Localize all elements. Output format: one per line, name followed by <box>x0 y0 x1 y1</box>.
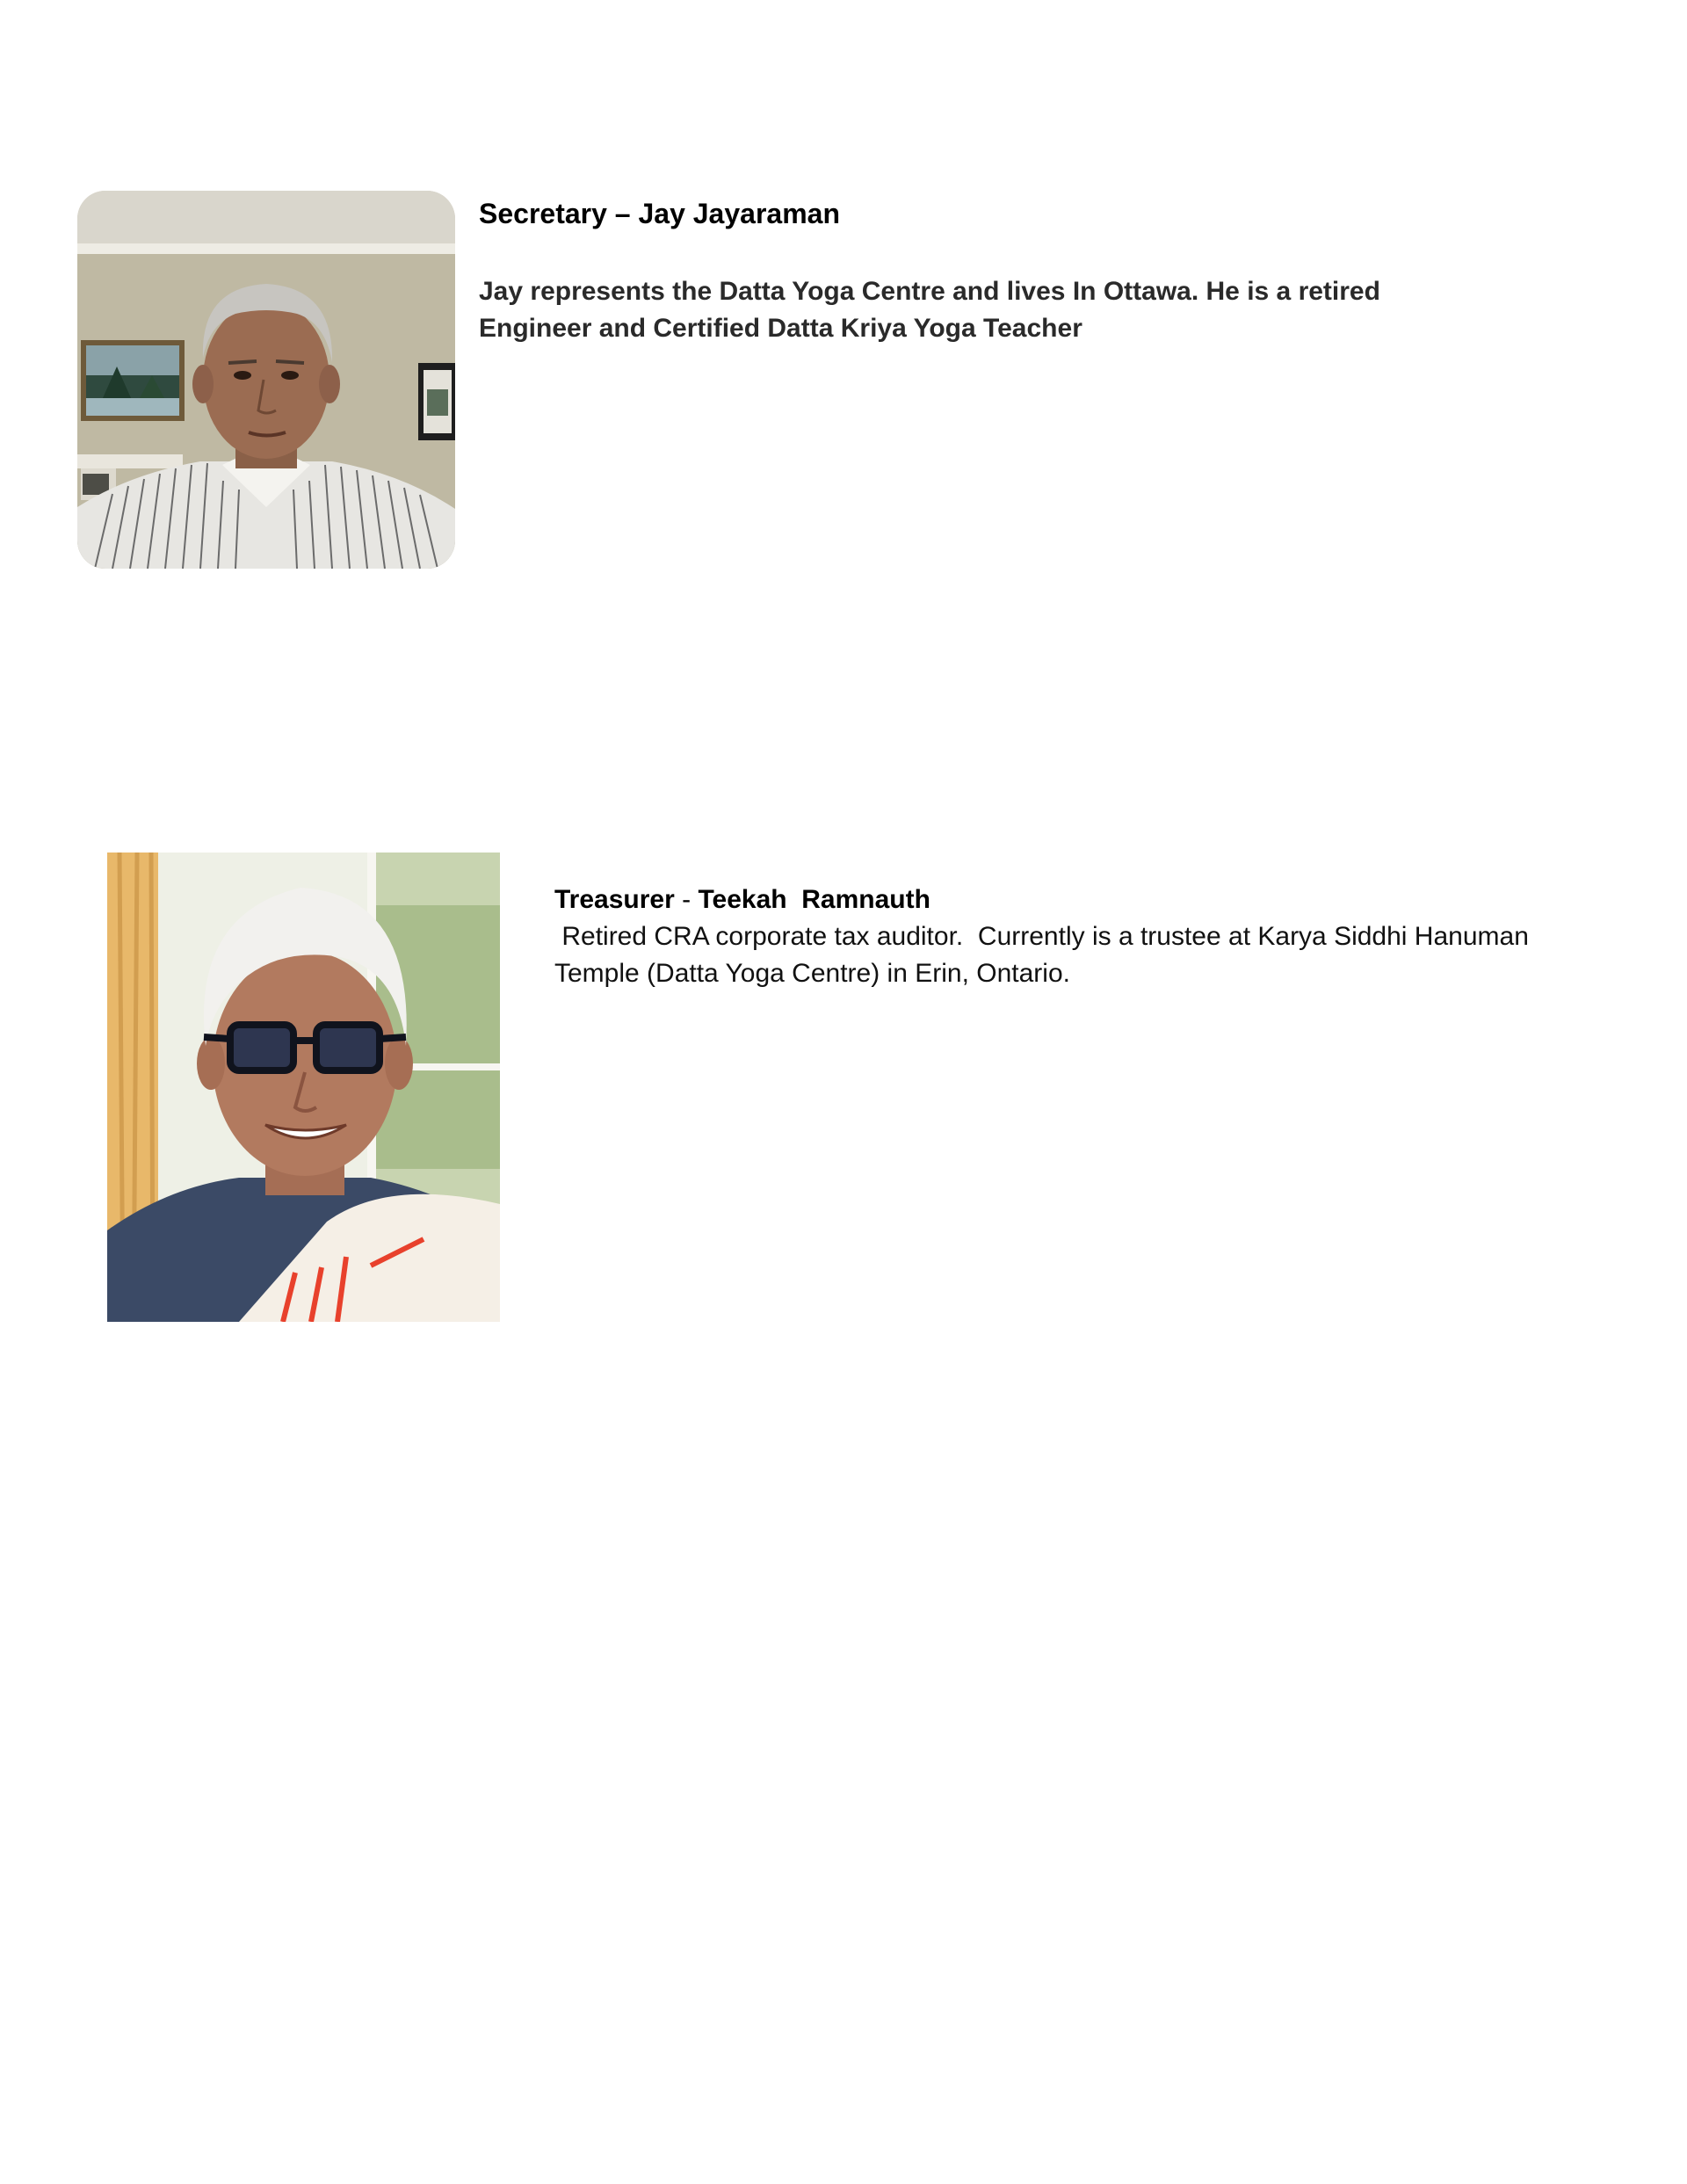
secretary-title: Secretary – Jay Jayaraman <box>479 198 840 229</box>
secretary-photo <box>77 191 455 569</box>
treasurer-title-separator: - <box>674 885 699 914</box>
secretary-portrait-image <box>77 191 455 569</box>
treasurer-bio: Retired CRA corporate tax auditor. Currently is a trustee at Karya Siddhi Hanuman Temple (Datta Yoga Centre) in Erin, Ontario. <box>554 922 1536 988</box>
treasurer-title <box>554 882 930 918</box>
treasurer-portrait-image <box>107 853 500 1322</box>
treasurer-name: Teekah Ramnauth <box>698 885 930 914</box>
secretary-bio: Jay represents the Datta Yoga Centre and lives In Ottawa. He is a retired Engineer and Certified Datta Kriya Yoga Teacher <box>479 277 1380 343</box>
treasurer-role: Treasurer <box>554 885 675 914</box>
treasurer-photo <box>107 853 500 1322</box>
